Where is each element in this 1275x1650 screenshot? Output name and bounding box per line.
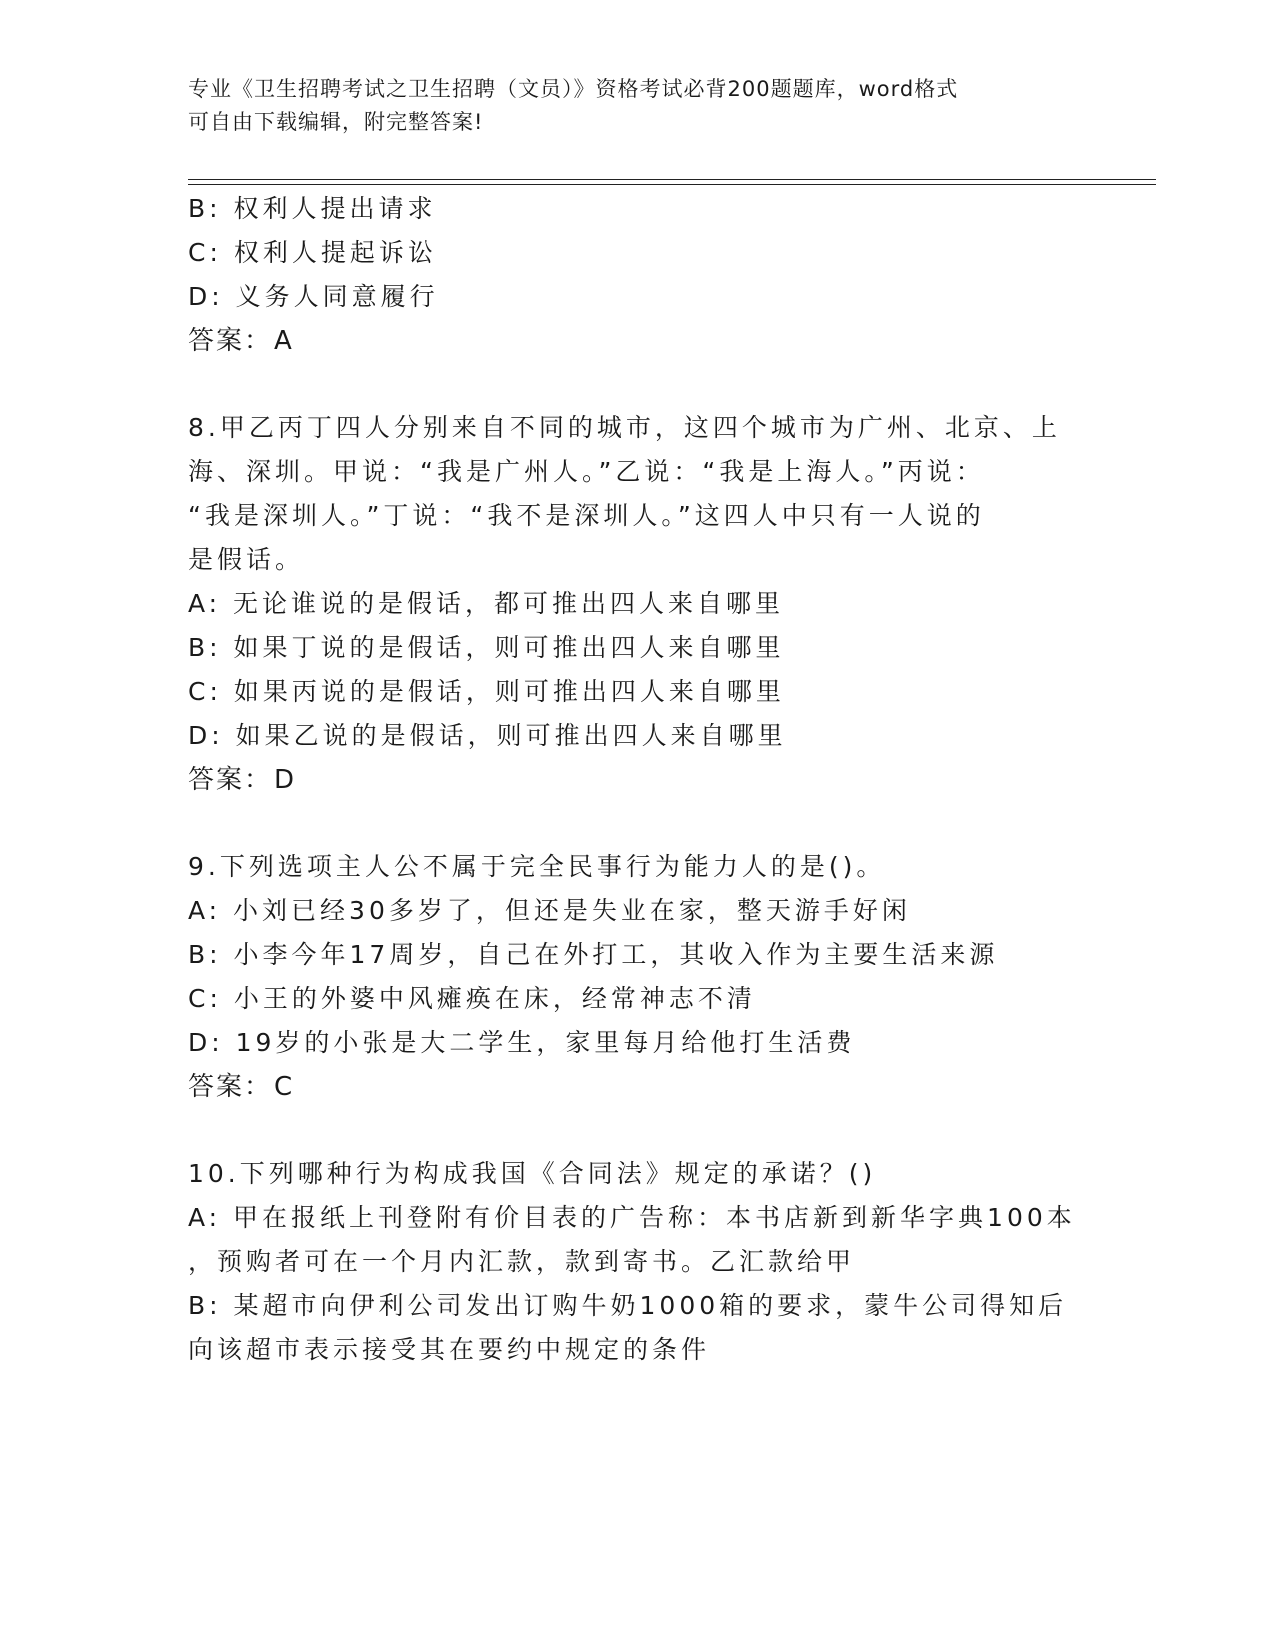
- q8-option-b: B: 如果丁说的是假话，则可推出四人来自哪里: [188, 633, 785, 662]
- answer-value: A: [274, 326, 292, 356]
- answer-label: 答案：: [188, 1072, 273, 1102]
- q7-option-b: B: 权利人提出请求: [188, 194, 437, 223]
- q9-stem-line-1: 9.下列选项主人公不属于完全民事行为能力人的是()。: [188, 852, 886, 881]
- q8-answer: [188, 762, 294, 798]
- q10-option-a-line-2: ，预购者可在一个月内汇款，款到寄书。乙汇款给甲: [188, 1247, 856, 1276]
- q9-answer: [188, 1069, 292, 1105]
- q8-stem-line-4: 是假话。: [188, 545, 305, 574]
- q8-option-c: C: 如果丙说的是假话，则可推出四人来自哪里: [188, 677, 785, 706]
- header-line-2: 可自由下载编辑，附完整答案!: [188, 110, 484, 134]
- q7-option-d: D: 义务人同意履行: [188, 282, 439, 311]
- q8-stem-line-3: “我是深圳人。”丁说：“我不是深圳人。”这四人中只有一人说的: [188, 501, 985, 530]
- header-divider-top: [188, 179, 1156, 180]
- q10-stem-line-1: 10.下列哪种行为构成我国《合同法》规定的承诺？(): [188, 1159, 877, 1188]
- q10-option-b-line-1: B: 某超市向伊利公司发出订购牛奶1000箱的要求，蒙牛公司得知后: [188, 1291, 1068, 1320]
- q9-option-b: B: 小李今年17周岁，自己在外打工，其收入作为主要生活来源: [188, 940, 999, 969]
- q8-stem-line-2: 海、深圳。甲说：“我是广州人。”乙说：“我是上海人。”丙说：: [188, 457, 985, 486]
- q8-option-a: A: 无论谁说的是假话，都可推出四人来自哪里: [188, 589, 785, 618]
- q9-option-a: A: 小刘已经30多岁了，但还是失业在家，整天游手好闲: [188, 896, 911, 925]
- answer-label: 答案：: [188, 326, 273, 356]
- q8-option-d: D: 如果乙说的是假话，则可推出四人来自哪里: [188, 721, 787, 750]
- q10-option-a-line-1: A: 甲在报纸上刊登附有价目表的广告称：本书店新到新华字典100本: [188, 1203, 1076, 1232]
- answer-value: C: [274, 1072, 293, 1102]
- header-divider-bottom: [188, 184, 1156, 185]
- document-header: [188, 73, 1068, 139]
- header-line-1: 专业《卫生招聘考试之卫生招聘（文员）》资格考试必背200题题库，word格式: [188, 77, 959, 101]
- answer-value: D: [274, 765, 295, 795]
- q9-option-d: D: 19岁的小张是大二学生，家里每月给他打生活费: [188, 1028, 856, 1057]
- q7-answer: [188, 323, 292, 359]
- answer-label: 答案：: [188, 765, 273, 795]
- q7-option-c: C: 权利人提起诉讼: [188, 238, 437, 267]
- q10-option-b-line-2: 向该超市表示接受其在要约中规定的条件: [188, 1335, 711, 1364]
- q8-stem-line-1: 8.甲乙丙丁四人分别来自不同的城市，这四个城市为广州、北京、上: [188, 413, 1061, 442]
- q9-option-c: C: 小王的外婆中风瘫痪在床，经常神志不清: [188, 984, 756, 1013]
